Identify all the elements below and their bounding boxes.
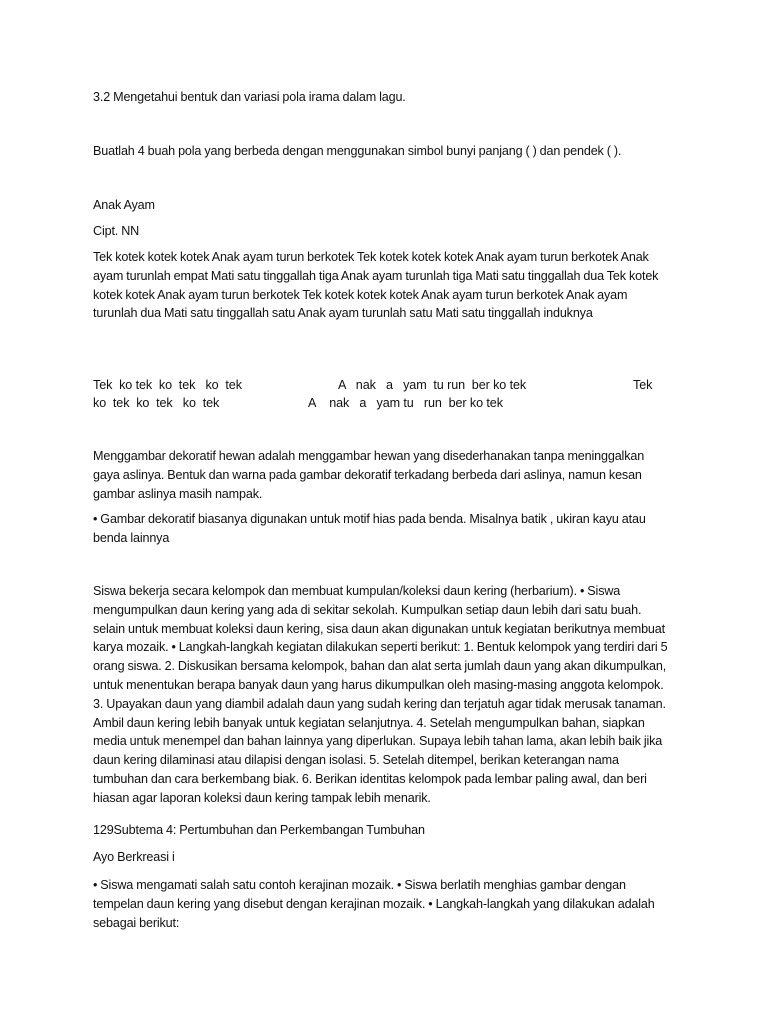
song-title: Anak Ayam: [93, 198, 155, 212]
rhythm-line2-part2: A nak a yam tu run ber ko tek: [308, 396, 503, 410]
song-composer: Cipt. NN: [93, 224, 140, 238]
subtheme-heading: 129Subtema 4: Pertumbuhan dan Perkembangan Tumbuhan: [93, 823, 425, 837]
rhythm-line1-part2: A nak a yam tu run ber ko tek: [338, 378, 527, 392]
herbarium-paragraph: Siswa bekerja secara kelompok dan membuat kumpulan/koleksi daun kering (herbarium). • Siswa mengumpulkan daun kering yang ada di sekitar sekolah. Kumpulkan setiap daun lebih dari satu buah. selain untuk membuat koleksi daun kering, sisa daun akan digunakan untuk kegiatan berikutnya membuat karya mozaik. • Langkah-langkah kegiatan dilakukan seperti berikut: 1. Bentuk kelompok yang terdiri dari 5 orang siswa. 2. Diskusikan bersama kelompok, bahan dan alat serta jumlah daun yang akan dikumpulkan, untuk menentukan berapa banyak daun yang harus dikumpulkan oleh masing-masing anggota kelompok. 3. Upayakan daun yang diambil adalah daun yang sudah kering dan terjatuh agar tidak merusak tanaman. Ambil daun kering lebih banyak untuk kegiatan selanjutnya. 4. Setelah mengumpulkan bahan, siapkan media untuk menempel dan bahan lainnya yang diperlukan. Supaya lebih tahan lama, akan lebih baik jika daun kering dilaminasi atau dilapisi dengan isolasi. 5. Setelah ditempel, berikan keterangan nama tumbuhan dan cara berkembang biak. 6. Berikan identitas kelompok pada lembar paling awal, dan beri hiasan agar laporan koleksi daun kering tampak lebih menarik.: [93, 584, 668, 805]
rhythm-line1-part1: Tek ko tek ko tek ko tek: [93, 378, 242, 392]
rhythm-line2-part1: ko tek ko tek ko tek: [93, 396, 220, 410]
section-heading: 3.2 Mengetahui bentuk dan variasi pola irama dalam lagu.: [93, 90, 406, 104]
instruction-text: Buatlah 4 buah pola yang berbeda dengan menggunakan simbol bunyi panjang ( ) dan pendek ( ).: [93, 144, 622, 158]
decorative-paragraph: Menggambar dekoratif hewan adalah menggambar hewan yang disederhanakan tanpa meninggalkan gaya aslinya. Bentuk dan warna pada gambar dekoratif terkadang berbeda dari aslinya, namun kesan gambar aslinya masih nampak.: [93, 449, 645, 501]
activity-title: Ayo Berkreasi i: [93, 850, 175, 864]
activity-text: • Siswa mengamati salah satu contoh kerajinan mozaik. • Siswa berlatih menghias gambar dengan tempelan daun kering yang disebut dengan kerajinan mozaik. • Langkah-langkah yang dilakukan adalah sebagai berikut:: [93, 878, 655, 930]
decorative-bullet: • Gambar dekoratif biasanya digunakan untuk motif hias pada benda. Misalnya batik , ukiran kayu atau benda lainnya: [93, 512, 646, 545]
document-page: [93, 0, 673, 1024]
rhythm-line1-part3: Tek: [633, 378, 653, 392]
song-lyrics: Tek kotek kotek kotek Anak ayam turun berkotek Tek kotek kotek kotek Anak ayam turun berkotek Anak ayam turunlah empat Mati satu tinggallah tiga Anak ayam turunlah tiga Mati satu tinggallah dua Tek kotek kotek kotek Anak ayam turun berkotek Tek kotek kotek kotek Anak ayam turun berkotek Anak ayam turunlah dua Mati satu tinggallah satu Anak ayam turunlah satu Mati satu tinggallah induknya: [93, 250, 659, 321]
